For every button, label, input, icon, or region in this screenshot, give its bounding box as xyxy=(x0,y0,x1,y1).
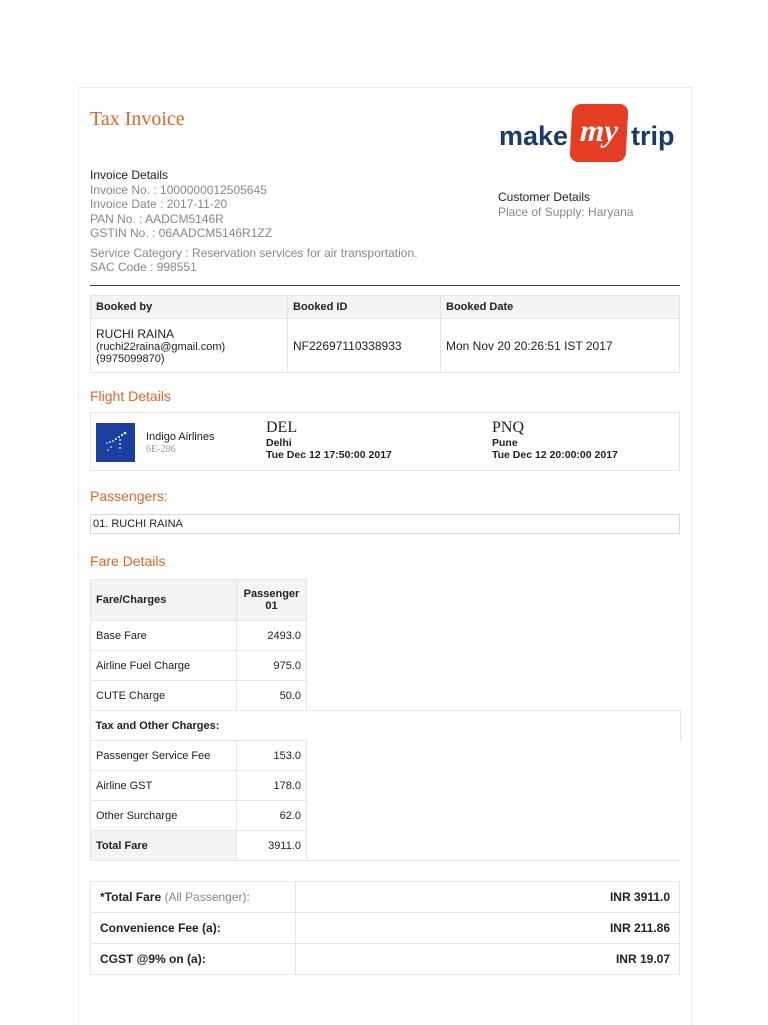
departure-time: Tue Dec 12 17:50:00 2017 xyxy=(266,449,392,461)
fare-bottom-rule xyxy=(280,860,679,861)
logo-badge xyxy=(569,104,628,162)
table-row xyxy=(91,681,307,711)
fare-value: 2493.0 xyxy=(237,621,307,651)
booked-date: Mon Nov 20 20:26:51 IST 2017 xyxy=(441,319,680,373)
cgst-label: CGST @9% on (a): xyxy=(91,944,296,975)
booker-phone: (9975099870) xyxy=(96,352,165,365)
table-row xyxy=(91,882,680,913)
fare-label: Passenger Service Fee xyxy=(91,741,237,771)
passenger-row: 01. RUCHI RAINA xyxy=(90,514,680,534)
passenger-col-header: Passenger 01 xyxy=(237,580,307,621)
service-category: Service Category : Reservation services for air transportation. xyxy=(90,245,418,260)
page-title: Tax Invoice xyxy=(90,108,185,130)
booker-name: RUCHI RAINA xyxy=(96,326,175,341)
table-row xyxy=(91,771,307,801)
invoice-details-heading: Invoice Details xyxy=(90,168,169,182)
invoice-details xyxy=(90,168,417,275)
table-row xyxy=(91,711,307,741)
fare-label: Other Surcharge xyxy=(91,801,237,831)
total-fare-value: 3911.0 xyxy=(237,831,307,861)
booker-email: (ruchi22raina@gmail.com) xyxy=(96,340,226,353)
fare-label: Airline Fuel Charge xyxy=(91,651,237,681)
table-row xyxy=(91,831,307,861)
fare-label: CUTE Charge xyxy=(91,681,237,711)
booked-id: NF22697110338933 xyxy=(288,319,441,373)
table-row xyxy=(91,621,307,651)
invoice-page xyxy=(78,87,692,1025)
arrival-city: Pune xyxy=(492,437,518,449)
flight-details-title: Flight Details xyxy=(90,388,171,404)
fare-table xyxy=(90,579,307,861)
tax-heading: Tax and Other Charges: xyxy=(95,719,220,732)
summary-table xyxy=(90,881,680,975)
summary-total-note: (All Passenger): xyxy=(164,890,250,904)
airline-name: Indigo Airlines xyxy=(146,431,215,443)
arrival-code: PNQ xyxy=(492,419,525,436)
booked-by-cell xyxy=(91,319,288,373)
airline-logo-icon xyxy=(96,423,135,462)
passengers-title: Passengers: xyxy=(90,488,168,504)
table-row xyxy=(91,651,307,681)
invoice-no: Invoice No. : 1000000012505645 xyxy=(90,182,267,197)
fare-value: 153.0 xyxy=(237,741,307,771)
departure-code: DEL xyxy=(266,419,298,436)
logo-my-text: my xyxy=(579,113,619,148)
divider xyxy=(90,285,680,286)
total-fare-label: Total Fare xyxy=(91,831,237,861)
booking-table xyxy=(90,295,680,373)
booked-by-header: Booked by xyxy=(91,296,288,319)
fare-label: Base Fare xyxy=(91,621,237,651)
table-row xyxy=(91,944,680,975)
makemytrip-logo xyxy=(499,104,679,164)
pan-no: PAN No. : AADCM5146R xyxy=(90,211,224,226)
fare-value: 50.0 xyxy=(237,681,307,711)
place-of-supply: Place of Supply: Haryana xyxy=(498,204,634,219)
arrival-block xyxy=(492,419,618,461)
convenience-fee-value: INR 211.86 xyxy=(296,913,680,944)
fare-col-header: Fare/Charges xyxy=(91,580,237,621)
summary-total-value: INR 3911.0 xyxy=(296,882,680,913)
table-row xyxy=(91,741,307,771)
booked-date-header: Booked Date xyxy=(441,296,680,319)
fare-value: 178.0 xyxy=(237,771,307,801)
booked-id-header: Booked ID xyxy=(288,296,441,319)
departure-city: Delhi xyxy=(266,437,292,449)
fare-details-title: Fare Details xyxy=(90,553,166,569)
customer-details xyxy=(498,190,633,219)
convenience-fee-label: Convenience Fee (a): xyxy=(91,913,296,944)
invoice-date: Invoice Date : 2017-11-20 xyxy=(90,197,228,211)
customer-details-heading: Customer Details xyxy=(498,190,591,204)
logo-make-text: make xyxy=(499,121,569,151)
logo-trip-text: trip xyxy=(631,121,675,151)
table-row xyxy=(91,801,307,831)
table-row xyxy=(91,913,680,944)
fare-value: 975.0 xyxy=(237,651,307,681)
fare-label: Airline GST xyxy=(91,771,237,801)
cgst-value: INR 19.07 xyxy=(296,944,680,975)
arrival-time: Tue Dec 12 20:00:00 2017 xyxy=(492,449,618,461)
fare-value: 62.0 xyxy=(237,801,307,831)
flight-card xyxy=(90,412,680,471)
summary-total-text: *Total Fare xyxy=(100,890,162,904)
gstin-no: GSTIN No. : 06AADCM5146R1ZZ xyxy=(90,226,273,240)
sac-code: SAC Code : 998551 xyxy=(90,260,197,274)
summary-total-label xyxy=(91,882,296,913)
departure-block xyxy=(266,419,392,461)
flight-number: 6E-286 xyxy=(146,444,176,455)
